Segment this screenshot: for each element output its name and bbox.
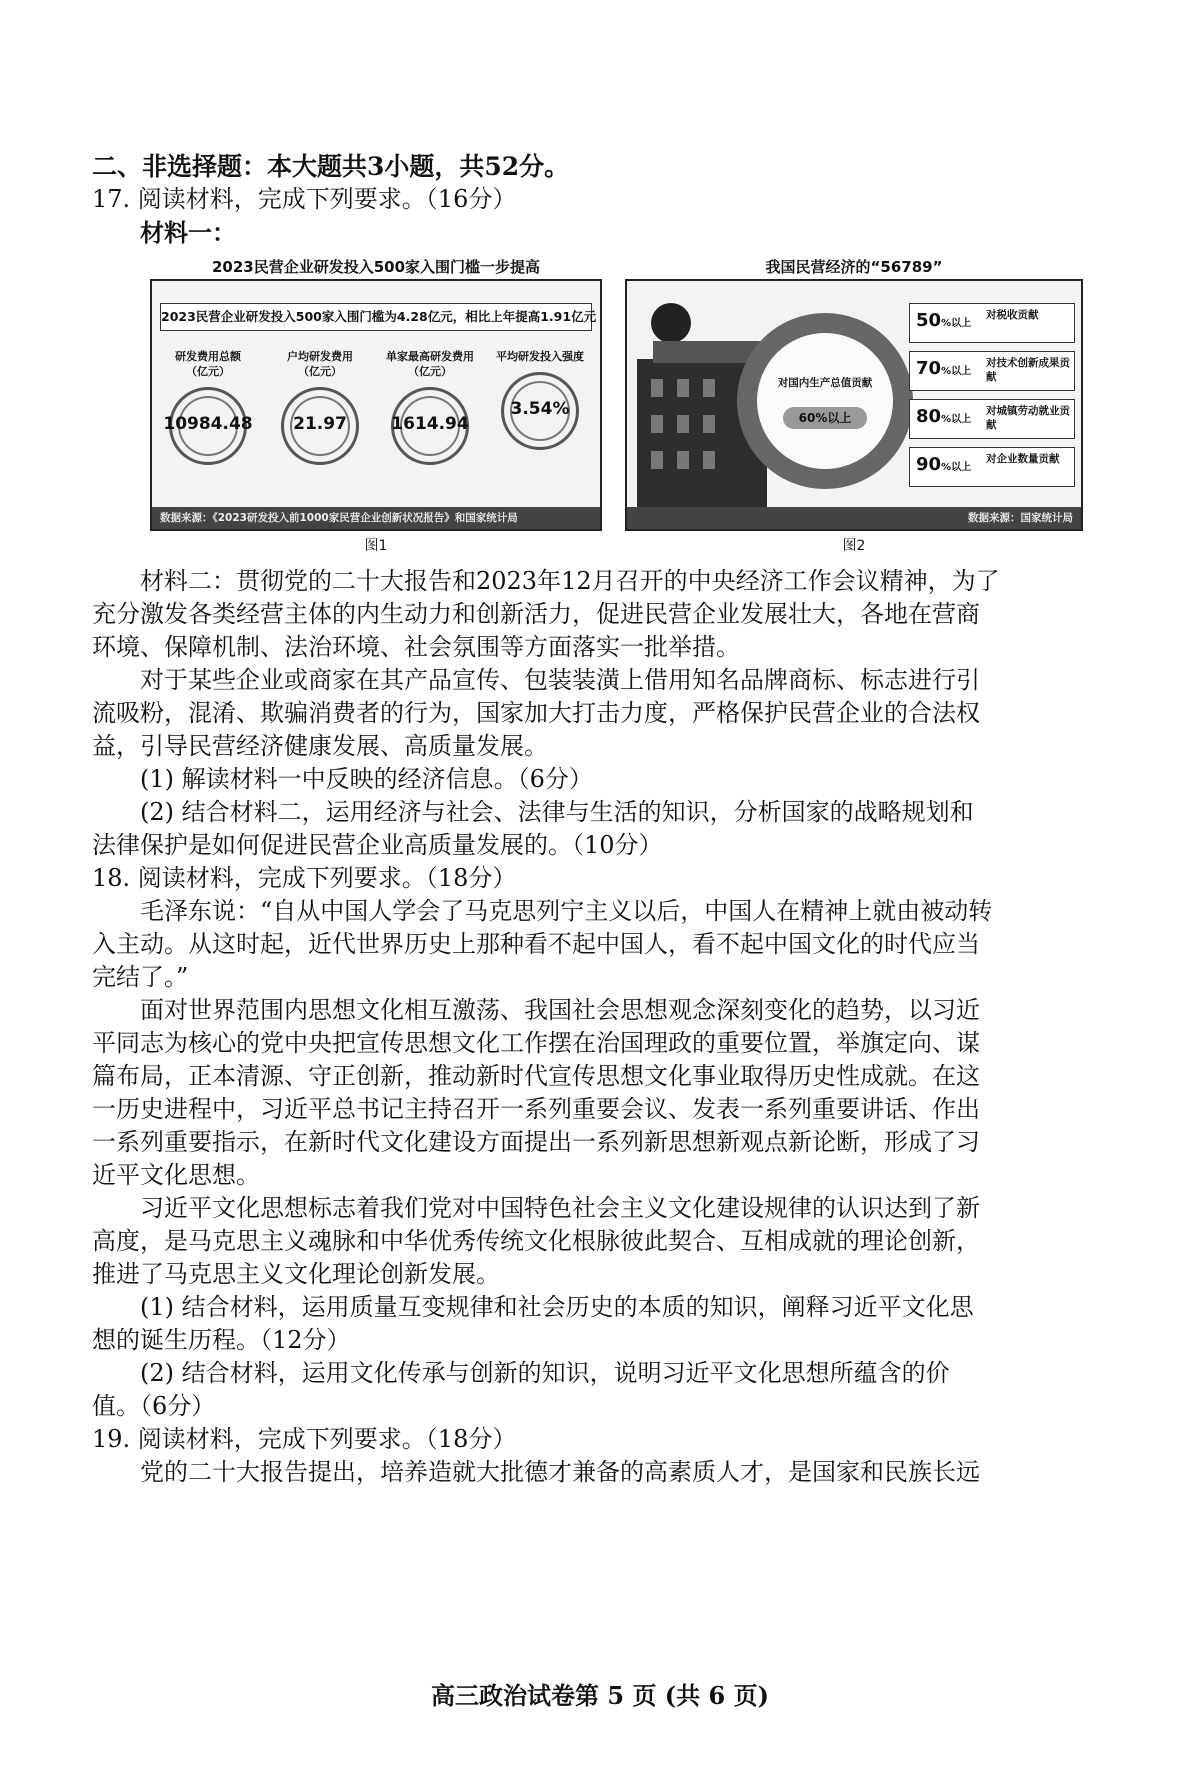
q18-line: 推进了马克思主义文化理论创新发展。 [92,1260,500,1288]
question-18-sub-1: (1) 结合材料，运用质量互变规律和社会历史的本质的知识，阐释习近平文化思 [140,1293,974,1321]
q18-line: 入主动。从这时起，近代世界历史上那种看不起中国人，看不起中国文化的时代应当 [92,930,980,958]
stat-pct: 70 [916,358,942,379]
q18-line: 一系列重要指示，在新时代文化建设方面提出一系列新思想新观点新论断，形成了习 [92,1128,980,1156]
metric-ring-icon [163,387,253,465]
question-17-sub-2: (2) 结合材料二，运用经济与社会、法律与生活的知识，分析国家的战略规划和 [140,798,974,826]
question-19-title: 19. 阅读材料，完成下列要求。（18分） [92,1425,517,1453]
q18-line: 平同志为核心的党中央把宣传思想文化工作摆在治国理政的重要位置，举旗定向、谋 [92,1029,980,1057]
sun-icon [651,303,691,343]
figure-1-panel [150,279,602,531]
metric-value: 21.97 [293,414,347,434]
stat-item [909,447,1075,487]
stat-item [909,399,1075,439]
question-18-sub-2-cont: 值。（6分） [92,1392,216,1420]
q18-line: 习近平文化思想标志着我们党对中国特色社会主义文化建设规律的认识达到了新 [140,1194,980,1222]
gdp-ring [737,313,913,489]
figure-1 [150,255,602,555]
figure-2-title: 我国民营经济的“56789” [765,258,943,276]
q18-line: 面对世界范围内思想文化相互激荡、我国社会思想观念深刻变化的趋势，以习近 [140,996,980,1024]
stat-pct: 90 [916,454,942,475]
stat-desc: 对技术创新成果贡献 [986,357,1070,383]
stat-suffix: %以上 [941,366,972,377]
metric-avg-rd [268,349,372,465]
q18-line: 一历史进程中，习近平总书记主持召开一系列重要会议、发表一系列重要讲话、作出 [92,1095,980,1123]
gdp-ring-label: 对国内生产总值贡献 [777,377,873,389]
metric-unit: （亿元） [298,365,342,378]
stat-item [909,303,1075,343]
metric-ring-icon [281,387,359,465]
question-17-sub-1: (1) 解读材料一中反映的经济信息。（6分） [140,765,593,793]
stat-pct: 80 [916,406,942,427]
material-2-line: 益，引导民营经济健康发展、高质量发展。 [92,732,548,760]
figure-1-caption: 图1 [364,538,388,554]
stat-suffix: %以上 [941,318,972,329]
q18-line: 完结了。” [92,963,189,991]
material-1-label: 材料一： [140,218,236,247]
question-18-title: 18. 阅读材料，完成下列要求。（18分） [92,864,517,892]
exam-page [92,150,1073,1489]
q18-line: 篇布局，正本清源、守正创新，推动新时代宣传思想文化事业取得历史性成就。在这 [92,1062,980,1090]
question-17-sub-2-cont: 法律保护是如何促进民营企业高质量发展的。（10分） [92,831,663,859]
metric-total-rd [156,349,260,465]
metric-unit: （亿元） [408,365,452,378]
gdp-ring-value: 60%以上 [783,407,867,429]
material-2-line: 材料二：贯彻党的二十大报告和2023年12月召开的中央经济工作会议精神，为了 [140,567,1000,595]
stat-desc: 对城镇劳动就业贡献 [986,405,1070,431]
figure-1-source: 数据来源：《2023研发投入前1000家民营企业创新状况报告》和国家统计局 [152,507,600,529]
stat-suffix: %以上 [941,414,972,425]
metric-value: 3.54% [510,399,570,419]
material-2-line: 流吸粉，混淆、欺骗消费者的行为，国家加大打击力度，严格保护民营企业的合法权 [92,699,980,727]
metric-ring-icon [501,372,579,450]
q19-line: 党的二十大报告提出，培养造就大批德才兼备的高素质人才，是国家和民族长远 [140,1458,980,1486]
question-18-sub-2: (2) 结合材料，运用文化传承与创新的知识，说明习近平文化思想所蕴含的价 [140,1359,950,1387]
figure-2-source: 数据来源：国家统计局 [627,507,1081,529]
metric-unit: （亿元） [186,365,230,378]
q18-line: 毛泽东说：“自从中国人学会了马克思列宁主义以后，中国人在精神上就由被动转 [140,897,993,925]
section-heading: 二、非选择题：本大题共3小题，共52分。 [92,152,570,181]
stat-suffix: %以上 [941,462,972,473]
figure-1-title: 2023民营企业研发投入500家入围门槛一步提高 [211,258,541,276]
figures-row [92,255,1073,555]
metric-label: 平均研发投入强度 [496,350,584,363]
q18-line: 高度，是马克思主义魂脉和中华优秀传统文化根脉彼此契合、互相成就的理论创新， [92,1227,980,1255]
question-18-sub-1-cont: 想的诞生历程。（12分） [92,1326,351,1354]
figure-2 [625,255,1083,555]
metric-max-rd [378,349,482,465]
metric-rd-intensity [488,349,592,450]
stat-pct: 50 [916,310,942,331]
metric-value: 1614.94 [391,414,469,434]
stat-desc: 对企业数量贡献 [986,453,1060,465]
figure-2-panel [625,279,1083,531]
material-2-line: 环境、保障机制、法治环境、社会氛围等方面落实一批举措。 [92,633,740,661]
stat-desc: 对税收贡献 [986,309,1039,321]
metric-ring-icon [391,387,469,465]
question-17-title: 17. 阅读材料，完成下列要求。（16分） [92,185,517,213]
material-2-line: 对于某些企业或商家在其产品宣传、包装装潢上借用知名品牌商标、标志进行引 [140,666,980,694]
figure-2-caption: 图2 [842,538,866,554]
stat-item [909,351,1075,391]
metric-label: 研发费用总额 [175,350,241,363]
metric-label: 户均研发费用 [287,350,353,363]
metric-label: 单家最高研发费用 [386,350,474,363]
figure-1-headline: 2023民营企业研发投入500家入围门槛为4.28亿元，相比上年提高1.91亿元 [160,303,592,331]
material-2-line: 充分激发各类经营主体的内生动力和创新活力，促进民营企业发展壮大，各地在营商 [92,600,980,628]
metric-value: 10984.48 [163,414,253,434]
page-footer: 高三政治试卷第 5 页 (共 6 页) [431,1681,769,1710]
q18-line: 近平文化思想。 [92,1161,260,1189]
